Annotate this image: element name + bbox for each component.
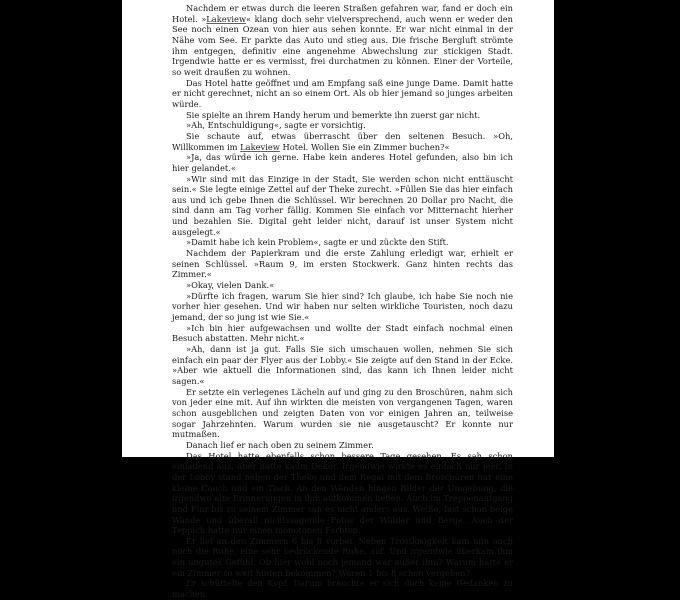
paragraph bbox=[172, 248, 513, 280]
paragraph bbox=[172, 120, 513, 131]
text-run: Nachdem er etwas durch die leeren Straßen gefahren war, fand er doch ein Hotel. » bbox=[172, 3, 513, 24]
text-run: »Ich bin hier aufgewachsen und wollte der Stadt einfach nochmal einen Besuch abstatten. Mehr nicht.« bbox=[172, 322, 513, 344]
paragraph bbox=[172, 451, 513, 536]
text-run: »Damit habe ich kein Problem«, sagte er und zückte den Stift. bbox=[186, 237, 449, 248]
text-run: Sie schaute auf, etwas überrascht über den seltenen Besuch. »Oh, Willkommen im bbox=[172, 130, 513, 152]
text-run: »Ah, Entschuldigung«, sagte er vorsichtig. bbox=[186, 120, 366, 131]
text-run: Er setzte ein verlegenes Lächeln auf und ging zu den Broschüren, nahm sich von jeder eine mit. Auf ihn wirkten die meisten von vergangenen Tagen, waren schon ausgeblichen und zeigten Daten von vor einigen Jahren an, teilweise sogar Jahrzehnten. Warum wurden sie nie ausgetauscht? Er konnte nur mutmaßen. bbox=[172, 386, 513, 440]
text-run: »Ah, dann ist ja gut. Falls Sie sich umschauen wollen, nehmen Sie sich einfach ein paar der Flyer aus der Lobby.« Sie zeigte auf den Stand in der Ecke. »Aber wie aktuell die Informationen sind, das kann ich Ihnen leider nicht sagen.« bbox=[172, 344, 513, 386]
text-run: »Ja, das würde ich gerne. Habe kein anderes Hotel gefunden, also bin ich hier gelandet.« bbox=[172, 152, 513, 173]
text-run: Nachdem der Papierkram und die erste Zahlung erledigt war, erhielt er seinen Schlüssel. »Raum 9, im ersten Stockwerk. Ganz hinten rechts das Zimmer.« bbox=[172, 248, 513, 280]
text-run: »Wir sind mit das Einzige in der Stadt, Sie werden schon nicht enttäuscht sein.« Sie legte einige Zettel auf der Theke zurecht. »Füllen Sie das hier einfach aus und ich gebe Ihnen die Schlüssel. Wir berechnen 20 Dollar pro Nacht, die sind dann am Tag vorher fällig. Kommen Sie einfach vor Mitternacht hierher und bezahlen Sie. Digital geht leider nicht, darauf ist unser System nicht ausgelegt.« bbox=[172, 173, 513, 237]
paragraph bbox=[172, 344, 513, 387]
paragraph bbox=[172, 3, 513, 78]
text-run: »Dürfte ich fragen, warum Sie hier sind? Ich glaube, ich habe Sie noch nie vorher hier gesehen. Und wir haben nur selten wirkliche Touristen, noch dazu jemand, der so jung ist wie Sie.« bbox=[172, 290, 513, 323]
text-run: « klang doch sehr vielversprechend, auch wenn er weder den See noch einen Ozean von hier aus sehen konnte. Er war nicht einmal in der Nähe vom See. Er parkte das Auto und stieg aus. Die frische Bergluft strömte ihm entgegen, definitiv eine angenehme Abwechslung zur stickigen Stadt. Irgendwie hatte er es vermisst, frei durchatmen zu können. Einer der Vorteile, so weit draußen zu wohnen. bbox=[172, 13, 513, 77]
paragraph bbox=[172, 110, 513, 121]
paragraph bbox=[172, 323, 513, 344]
paragraph bbox=[172, 387, 513, 440]
paragraph bbox=[172, 440, 513, 451]
paragraph bbox=[172, 291, 513, 323]
text-run: Danach lief er nach oben zu seinem Zimmer. bbox=[186, 439, 374, 450]
paragraph bbox=[172, 152, 513, 173]
paragraph bbox=[172, 237, 513, 248]
spellcheck-word: Lakeview bbox=[240, 141, 280, 152]
text-run: Hotel. Wollen Sie ein Zimmer buchen?« bbox=[279, 141, 450, 152]
text-run: »Okay, vielen Dank.« bbox=[186, 280, 275, 291]
text-run: Er schüttelte den Kopf. Darum brauchte er sich doch keine Gedanken zu machen. bbox=[172, 578, 513, 600]
paragraph bbox=[172, 578, 513, 599]
book-page bbox=[122, 0, 554, 600]
paragraph bbox=[172, 280, 513, 291]
text-column bbox=[172, 3, 513, 600]
text-run: Das Hotel hatte ebenfalls schon bessere Tage gesehen. Es sah schon einladend aus, aber hatte kaum Dekor. Irgendwie wirkte es einfach nur leer. In der Lobby stand neben der Theke und dem Regal mit dem Broschüren nur eine kleine Couch und ein Tisch. An den Wänden hingen Bilder der Umgebung, die irgendwo alte Erinnerungen in ihm aufkommen ließen. Auch im Treppenaufgang und Flur bis zu seinem Zimmer sah es nicht anders aus. Weiße, fast schon beige Wände und überall nichtssagende Fotos der Wälder und Berge. Auch der Teppich hatte nur einen monotonen Farbton. bbox=[172, 450, 513, 536]
paragraph bbox=[172, 536, 513, 579]
paragraph bbox=[172, 78, 513, 110]
text-run: Sie spielte an ihrem Handy herum und bemerkte ihn zuerst gar nicht. bbox=[186, 109, 481, 120]
text-run: Er lief an den Zimmern 6 bis 8 vorbei. Neben Trostlosigkeit kam nun auch noch die Ruhe, eine sehr bedrückende Ruhe, auf. Und irgendwie überkam ihm ein ungutes Gefühl. Ob hier wohl noch jemand war außer ihm? Warum hatte er ein Zimmer so weit hinten bekommen? Waren 1 bis 8 schon vergeben? bbox=[172, 535, 513, 578]
text-run: Das Hotel hatte geöffnet und am Empfang saß eine junge Dame. Damit hatte er nicht gerechnet, nicht an so einem Ort. Als ob hier jemand so junges arbeiten würde. bbox=[172, 77, 513, 109]
paragraph bbox=[172, 131, 513, 152]
paragraph bbox=[172, 174, 513, 238]
spellcheck-word: Lakeview bbox=[206, 13, 247, 24]
